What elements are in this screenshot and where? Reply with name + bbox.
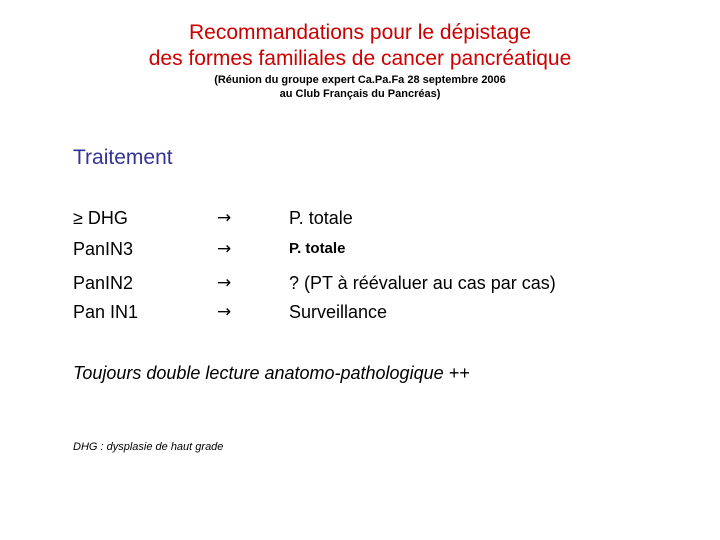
treatment-grade: Pan IN1 [73,302,139,322]
slide-title-line-2: des formes familiales de cancer pancréatique [148,47,572,70]
treatment-row [0,236,720,262]
treatment-grade: PanIN3 [73,239,134,259]
treatment-row [0,205,720,231]
section-heading: Traitement [73,146,173,169]
note-double-reading: Toujours double lecture anatomo-pathologique ++ [73,363,470,383]
right-arrow-icon: → [217,208,232,228]
treatment-action: P. totale [289,240,346,257]
right-arrow-icon: → [217,239,232,259]
right-arrow-icon: → [217,273,232,293]
subtitle-line-1: (Réunion du groupe expert Ca.Pa.Fa 28 septembre 2006 [214,74,506,86]
treatment-grade: ≥ DHG [73,208,128,228]
treatment-action: Surveillance [289,302,388,322]
treatment-action: ? (PT à réévaluer au cas par cas) [289,273,556,293]
footnote: DHG : dysplasie de haut grade [73,441,224,453]
treatment-grade: PanIN2 [73,273,134,293]
subtitle-line-2: au Club Français du Pancréas) [279,88,441,100]
treatment-action: P. totale [289,208,353,228]
right-arrow-icon: → [217,302,232,322]
treatment-row [0,299,720,325]
treatment-row [0,270,720,296]
slide-title-line-1: Recommandations pour le dépistage [188,21,532,44]
